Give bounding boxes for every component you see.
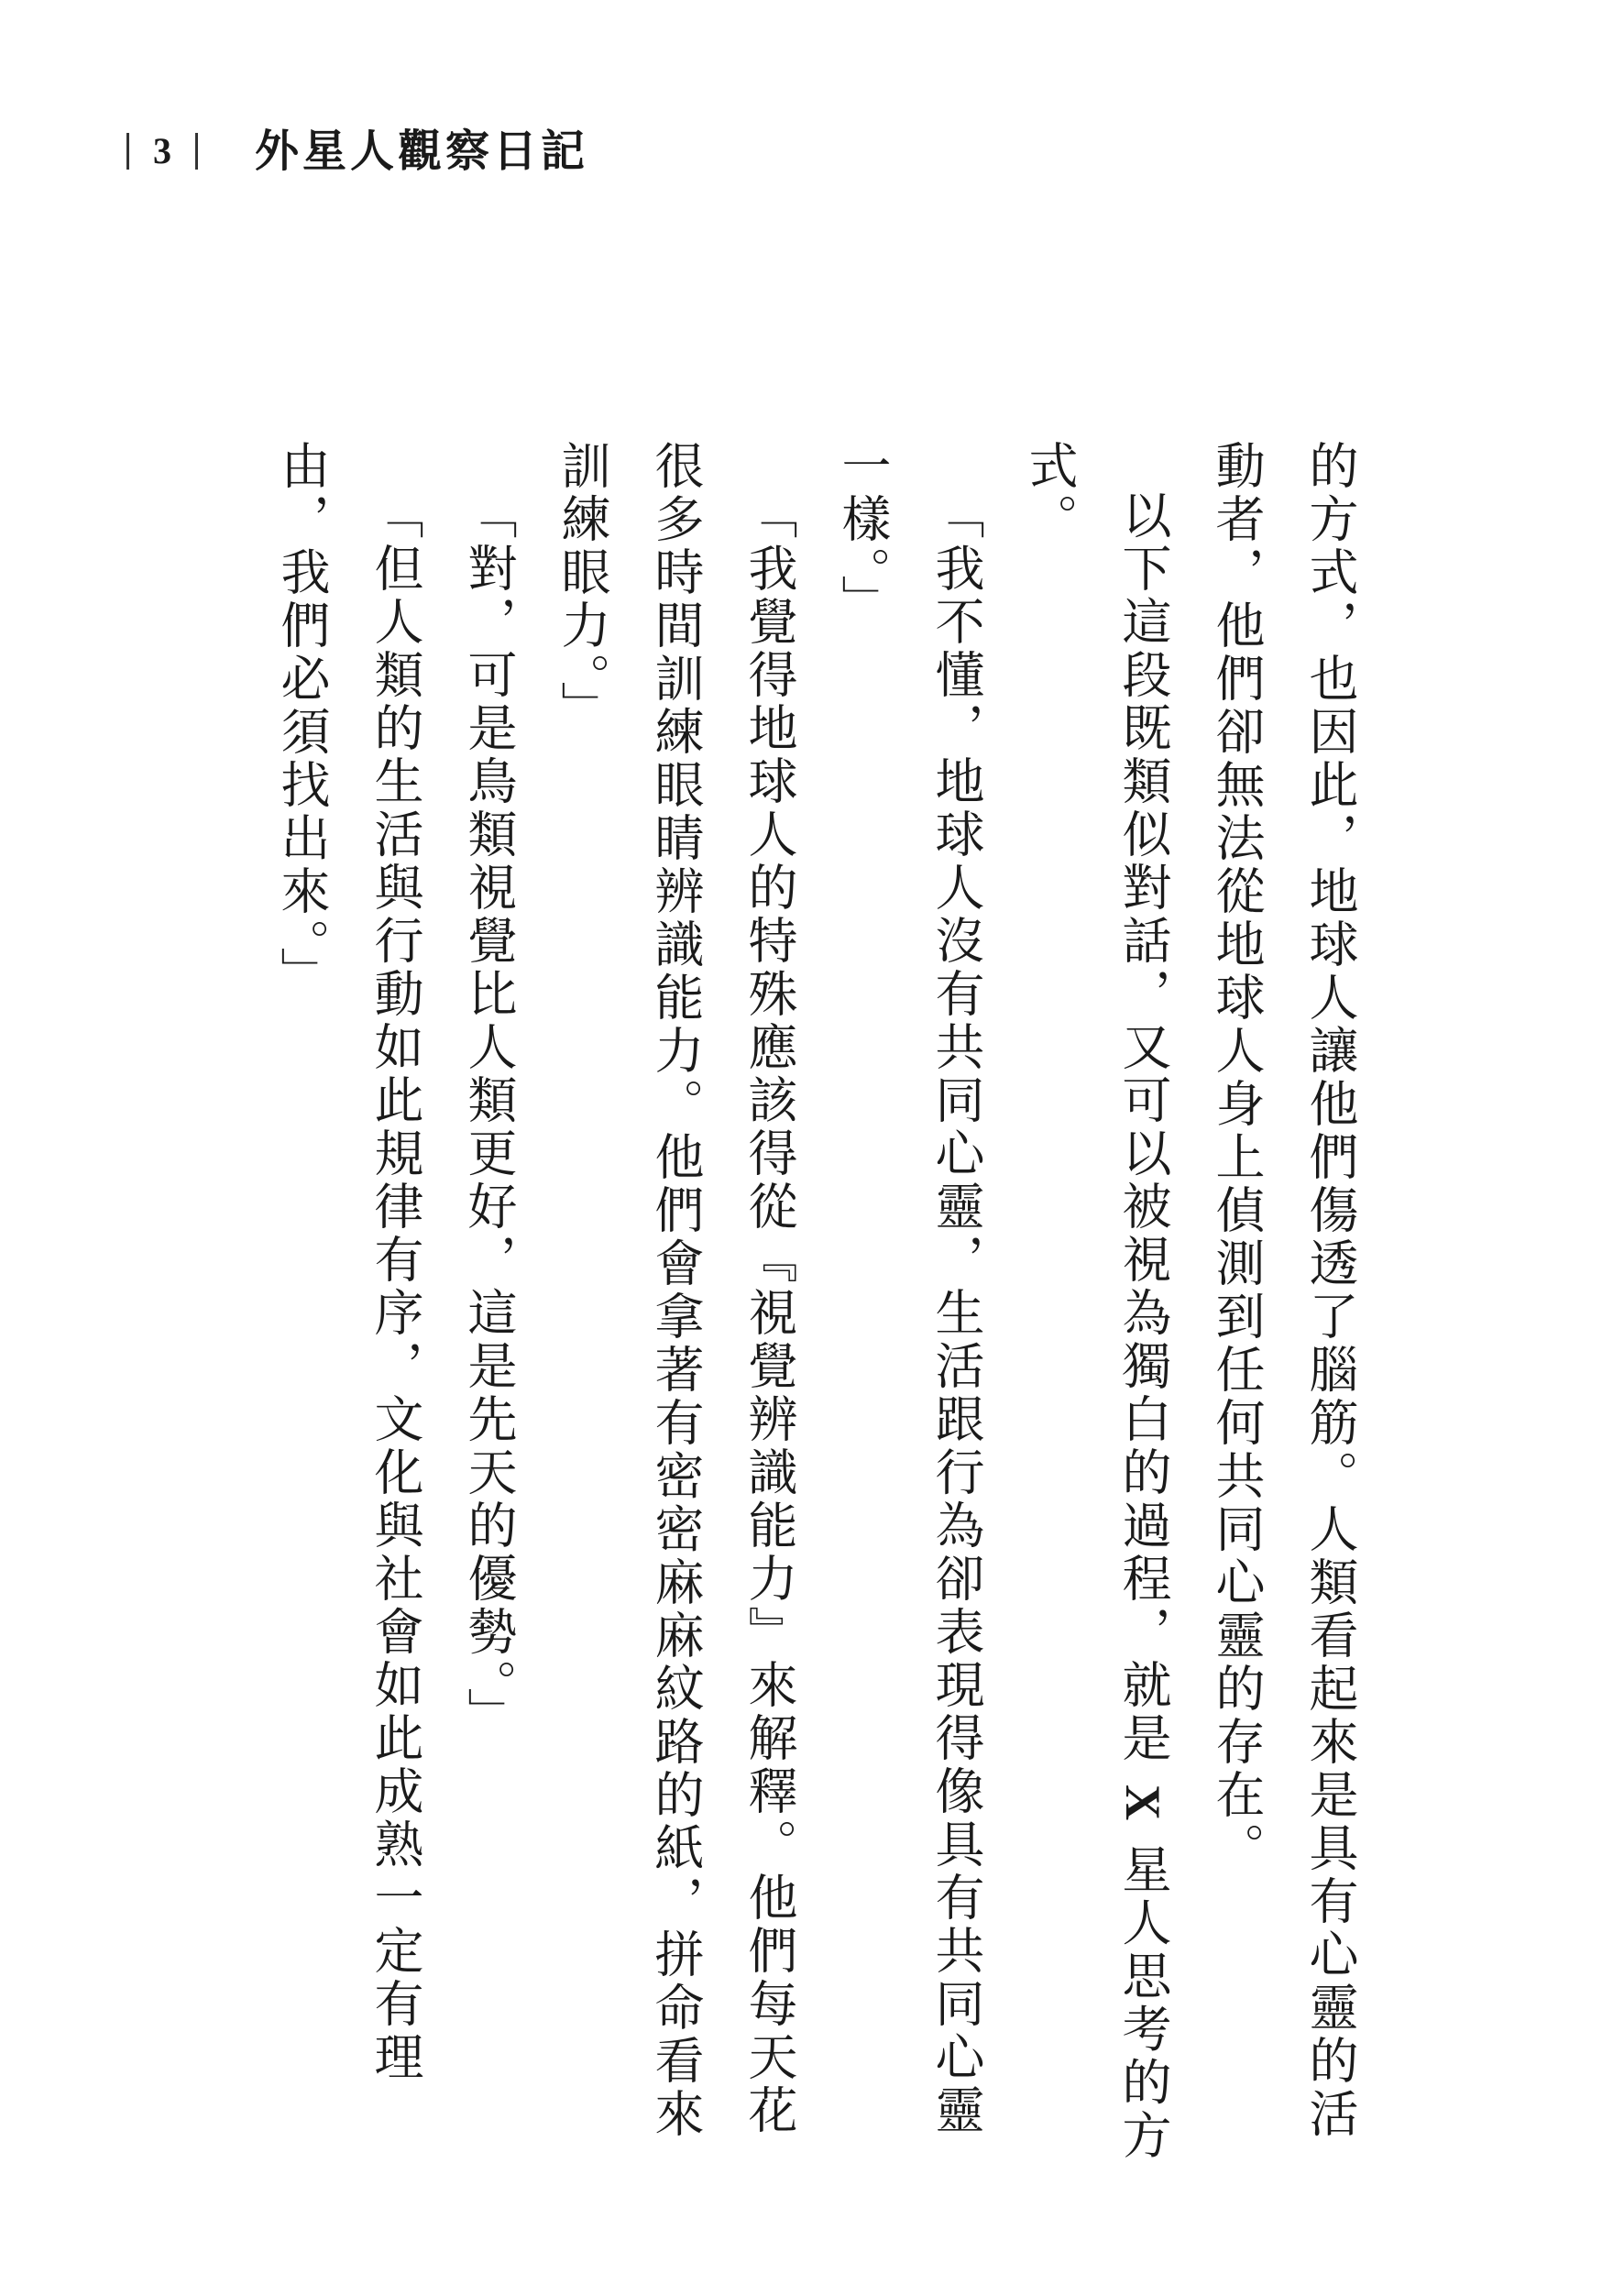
running-header: [126, 119, 588, 183]
paragraph-2-x: X: [1115, 1784, 1170, 1825]
paragraph-1: 的方式，也因此，地球人讓他們傷透了腦筋。人類看起來是具有心靈的活動者，他們卻無法從地球人身上偵測到任何共同心靈的存在。: [1208, 440, 1359, 2141]
paragraph-6: 「但人類的生活與行動如此規律有序，文化與社會如此成熟一定有理由，我們必須找出來。」: [273, 440, 424, 2084]
paragraph-3: 「我不懂，地球人沒有共同心靈，生活跟行為卻表現得像具有共同心靈一樣。」: [834, 440, 985, 2137]
paragraph-2-tail: 星人思考的方式。: [1021, 440, 1172, 2163]
page-number: 3: [153, 130, 171, 171]
vertical-body-text: [255, 440, 1377, 2163]
paragraph-2-lead: 以下這段既類似對話，又可以被視為獨白的過程，就是: [1114, 489, 1172, 1765]
paragraph-4: 「我覺得地球人的特殊應該得從『視覺辨識能力』來解釋。他們每天花很多時間訓練眼睛辨識能力。他們會拿著有密密麻麻紋路的紙，拼命看來訓練眼力。」: [554, 440, 798, 2141]
paragraph-5: 「對，可是鳥類視覺比人類更好，這是先天的優勢。」: [460, 489, 518, 1740]
header-divider-left: [126, 133, 129, 170]
paragraph-2: [1003, 440, 1190, 2163]
header-divider-right: [195, 133, 198, 170]
book-title: 外星人觀察日記: [255, 126, 589, 177]
